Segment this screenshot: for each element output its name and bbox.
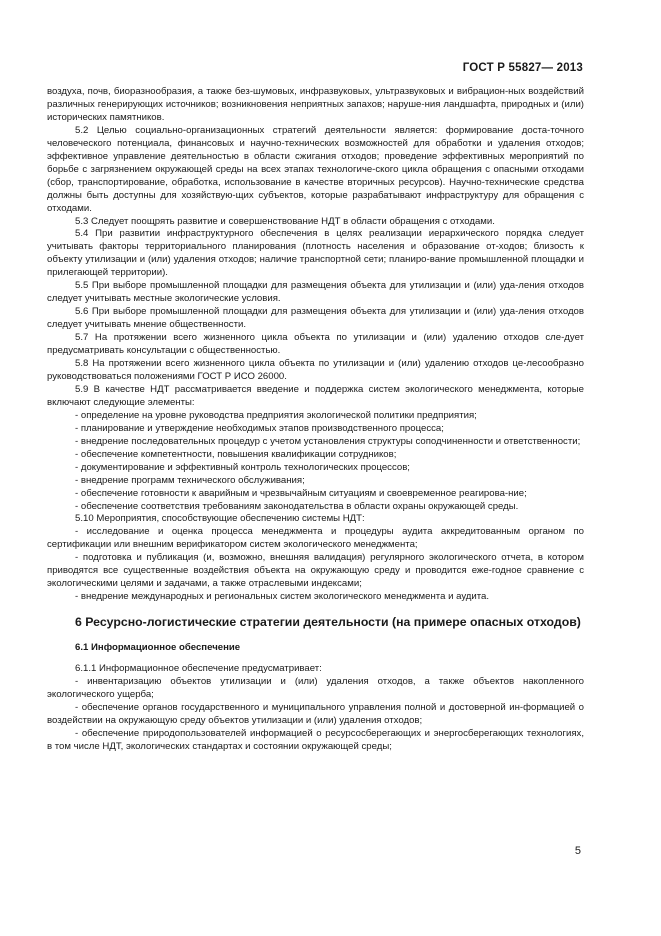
list-item: - обеспечение компетентности, повышения квалификации сотрудников;: [75, 448, 397, 460]
subsection-title: 6.1 Информационное обеспечение: [75, 642, 241, 654]
section-title: 6 Ресурсно-логистические стратегии деятельности (на примере опасных отходов): [75, 615, 581, 630]
paragraph: 5.2 Целью социально-организационных стратегий деятельности является: формирование доста-точного человеческого потенциала, финансовых и научно-технических возможностей для обработки и удаления отходов; эффективное управление деятельностью в области сжигания отходов; проведение эффективных мероприятий по борьбе с загрязнением окружающей среды на всех этапах технологиче-ского цикла обращения с опасными отходами (сбор, транспортирование, обработка, использование в качестве вторичных ресурсов). Научно-технические средства должны быть доступны для хозяйствую-щих субъектов, которые разрабатывают инфраструктуру для обращения с отходами.: [47, 124, 584, 214]
list-item: - планирование и утверждение необходимых этапов производственного процесса;: [75, 422, 444, 434]
list-item: - исследование и оценка процесса менеджмента и процедуры аудита аккредитованным органом по сертификации или внешним верификатором систем экологического менеджмента;: [47, 526, 584, 551]
document-header: ГОСТ Р 55827— 2013: [462, 62, 583, 74]
paragraph: 5.7 На протяжении всего жизненного цикла объекта по утилизации и (или) удалению отходов сле-дует предусматривать консультации с общественностью.: [47, 332, 584, 357]
list-item: - обеспечение готовности к аварийным и чрезвычайным ситуациям и своевременное реагирова-ние;: [75, 487, 527, 499]
paragraph: 5.3 Следует поощрять развитие и совершенствование НДТ в области обращения с отходами.: [75, 215, 495, 227]
list-item: - подготовка и публикация (и, возможно, внешняя валидация) регулярного экологического отчета, в котором приводятся все существенные воздействия объекта на окружающую среду и проводится еже-годное сравнение с экологическими целями и задачами, а также отраслевыми индексами;: [47, 552, 584, 590]
list-item: - определение на уровне руководства предприятия экологической политики предприятия;: [75, 409, 477, 421]
list-item: - обеспечение природопользователей информацией о ресурсосберегающих и энергосберегающих технологиях, в том числе НДТ, экологических стандартах и состоянии окружающей среды;: [47, 727, 584, 752]
paragraph: 5.4 При развитии инфраструктурного обеспечения в целях реализации иерархического порядка следует учитывать факторы территориального планирования (плотность населения и образование от-ходов; близость к объекту утилизации и (или) удаления отходов; наличие транспортной сети; планиро-вание промышленной площадки и прилегающей территории).: [47, 228, 584, 279]
paragraph: 6.1.1 Информационное обеспечение предусматривает:: [75, 663, 322, 675]
page-number: 5: [574, 845, 581, 857]
list-item: - внедрение международных и региональных систем экологического менеджмента и аудита.: [75, 591, 490, 603]
list-item: - инвентаризацию объектов утилизации и (или) удаления отходов, а также объектов накопленного экологического ущерба;: [47, 676, 584, 700]
list-item: - обеспечение органов государственного и муниципального управления полной и достоверной ин-формацией о воздействии на окружающую среду объектов утилизации и (или) удаления отходов;: [47, 701, 584, 726]
paragraph: 5.6 При выборе промышленной площадки для размещения объекта для утилизации и (или) уда-ления отходов следует учитывать мнение общественности.: [47, 306, 584, 331]
paragraph: 5.5 При выборе промышленной площадки для размещения объекта для утилизации и (или) уда-ления отходов следует учитывать местные экологические условия.: [47, 280, 584, 305]
paragraph: 5.9 В качестве НДТ рассматривается введение и поддержка систем экологического менеджмента, которые включают следующие элементы:: [47, 383, 584, 408]
list-item: - обеспечение соответствия требованиям законодательства в области охраны окружающей среды.: [75, 500, 519, 512]
paragraph: воздуха, почв, биоразнообразия, а также без-шумовых, инфразвуковых, ультразвуковых и вибрацион-ных воздействий различных генерирующих источников; возникновения неприятных запахов; наруше-ния ландшафта, природных и (или) исторических памятников.: [47, 86, 584, 123]
paragraph: 5.10 Мероприятия, способствующие обеспечению системы НДТ:: [75, 513, 365, 525]
list-item: - внедрение программ технического обслуживания;: [75, 474, 305, 486]
paragraph: 5.8 На протяжении всего жизненного цикла объекта по утилизации и (или) удалению отходов це-лесообразно руководствоваться положениями ГОСТ Р ИСО 26000.: [47, 358, 584, 382]
list-item: - документирование и эффективный контроль технологических процессов;: [75, 461, 410, 473]
document-body: [47, 86, 584, 754]
list-item: - внедрение последовательных процедур с учетом установления структуры соподчиненности и ответственности;: [75, 435, 581, 447]
